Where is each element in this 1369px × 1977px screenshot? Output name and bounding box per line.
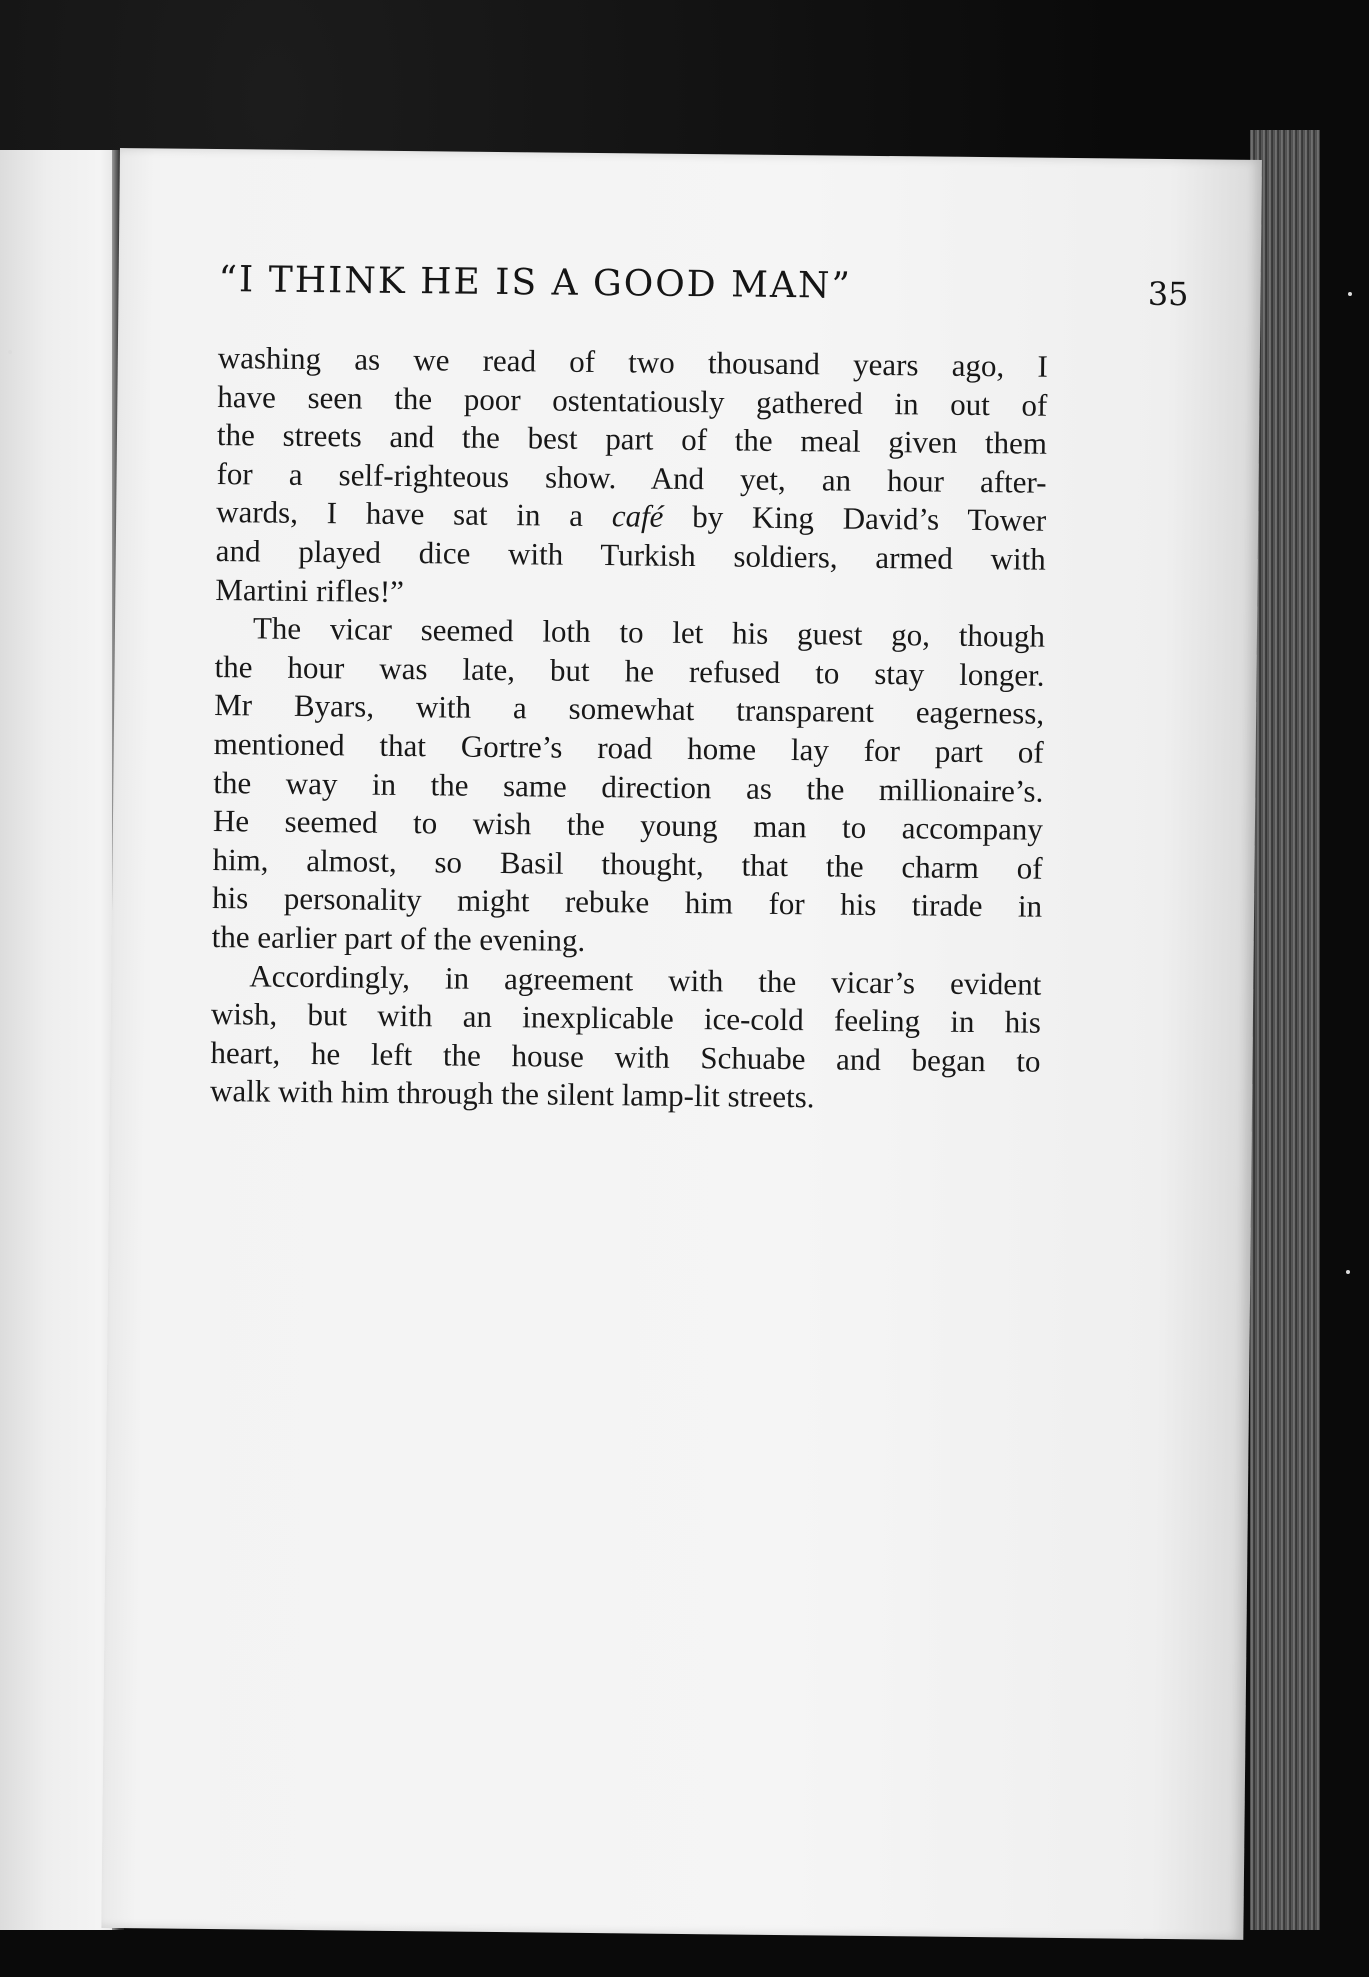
text-line: mentioned that Gortre’s road home lay for part of [213, 725, 1044, 770]
text-line: Martini rifles!” [215, 571, 405, 609]
text-line: walk with him through the silent lamp-lit streets. [209, 1073, 815, 1115]
text-line: and played dice with Turkish soldiers, armed with [215, 532, 1046, 577]
page-number: 35 [1147, 274, 1189, 314]
text-line: Mr Byars, with a somewhat transparent eagerness, [213, 687, 1045, 732]
paragraph-3 [210, 957, 1042, 1120]
paragraph-1 [215, 339, 1048, 618]
text-line: the streets and the best part of the meal given them [216, 417, 1048, 461]
chapter-title: “I THINK HE IS A GOOD MAN” [218, 259, 853, 307]
italic-word: café [611, 498, 664, 535]
text-line: He seemed to wish the young man to accompany [212, 803, 1044, 847]
left-page-edge [0, 150, 118, 1930]
text-line: the way in the same direction as the millionaire’s. [213, 764, 1044, 809]
book-page [101, 148, 1262, 1940]
text-line: him, almost, so Basil thought, that the charm of [212, 841, 1043, 886]
text-line: his personality might rebuke him for his tirade in [211, 880, 1043, 925]
text-line: washing as we read of two thousand years ago, I [217, 340, 1048, 384]
text-line: heart, he left the house with Schuabe and began to [210, 1034, 1041, 1079]
dust-speck [8, 350, 12, 354]
text-fragment: by King David’s Tower [692, 499, 1047, 539]
text-line: wish, but with an inexplicable ice-cold feeling in his [210, 996, 1042, 1040]
body-text [210, 339, 1048, 1120]
text-line: the earlier part of the evening. [211, 918, 586, 958]
text-fragment: wards, I have sat in a [216, 494, 584, 534]
text-line: have seen the poor ostentatiously gathered in out of [217, 378, 1048, 423]
text-line: the hour was late, but he refused to stay longer. [214, 648, 1045, 693]
dust-speck [1348, 292, 1352, 296]
text-line: The vicar seemed loth to let his guest go, though [252, 610, 1046, 654]
text-line: for a self-righteous show. And yet, an hour after- [216, 455, 1047, 500]
text-line: Accordingly, in agreement with the vicar’s evident [249, 957, 1042, 1002]
page-block-edge [1250, 130, 1320, 1930]
running-head [218, 259, 1189, 314]
dust-speck [1346, 1270, 1350, 1274]
paragraph-2 [212, 609, 1046, 965]
